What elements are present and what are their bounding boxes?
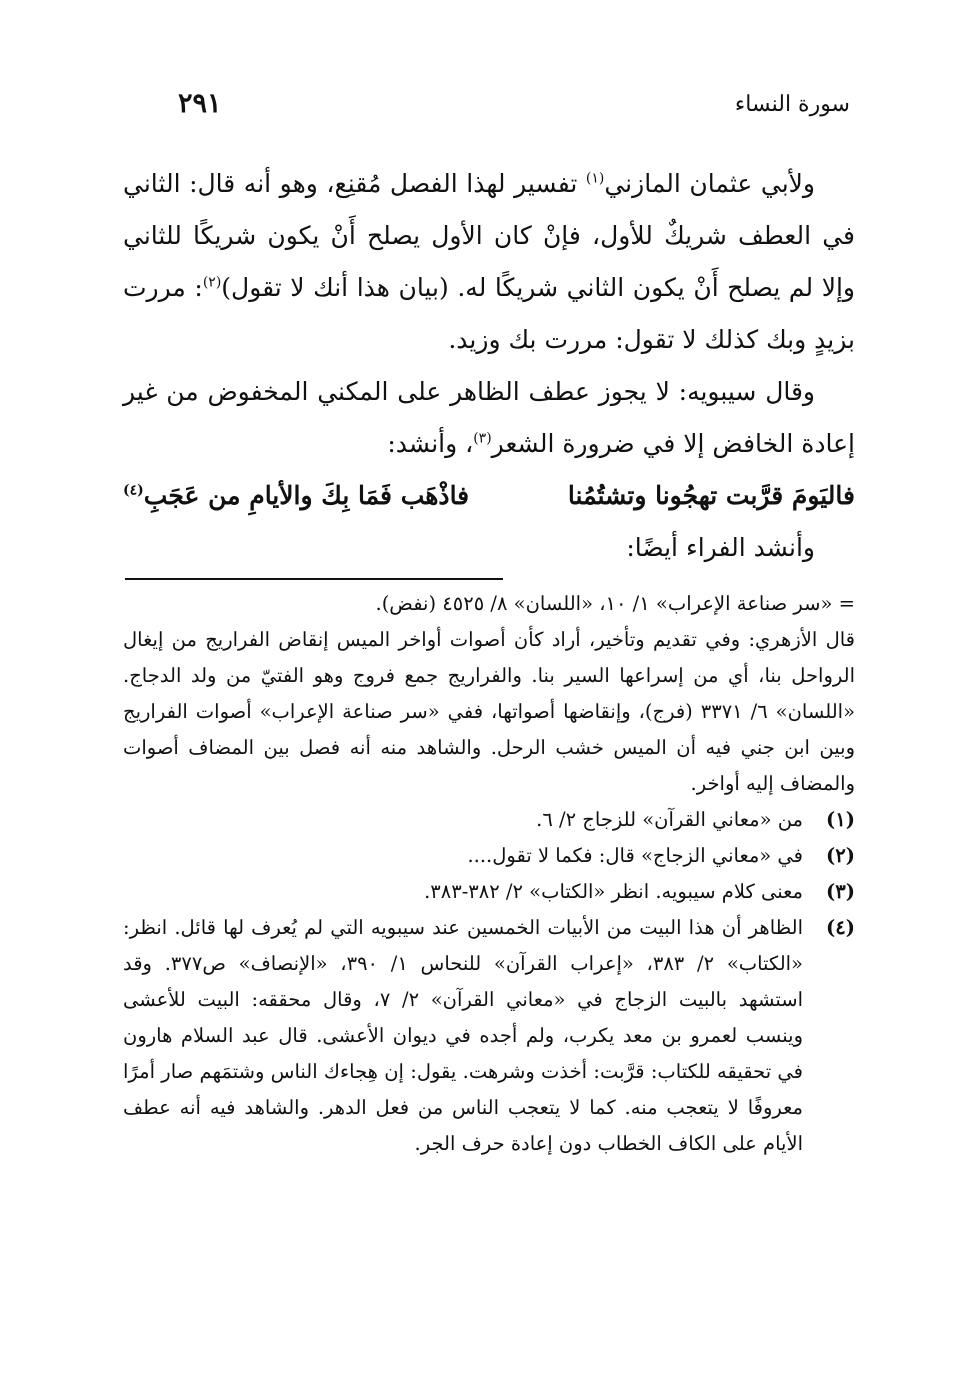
page-header bbox=[0, 88, 975, 128]
text-run: : مررت بزيدٍ وبك كذلك لا تقول: مررت بك وزيد. bbox=[123, 273, 855, 354]
main-text bbox=[123, 158, 855, 574]
page-number: ٢٩١ bbox=[178, 88, 222, 119]
footnote-number: (٣) bbox=[826, 880, 855, 903]
text-run: ، وأنشد: bbox=[387, 429, 474, 458]
footnote-text: الظاهر أن هذا البيت من الأبيات الخمسين عند سيبويه التي لم يُعرف لها قائل. انظر: «الكتاب» ٢/ ٣٨٣، «إعراب القرآن» للنحاس ١/ ٣٩٠، «الإنصاف» ص٣٧٧. وقد استشهد بالبيت الزجاج في «معاني القرآن» ٢/ ٧، وقال محققه: البيت للأعشى وينسب لعمرو بن معد يكرب، ولم أجده في ديوان الأعشى. قال عبد السلام هارون في تحقيقه للكتاب: قرَّبت: أخذت وشرهت. يقول: إن هِجاءك الناس وشتمَهم صار أمرًا معروفًا لا يتعجب منه. كما لا يتعجب الناس من فعل الدهر. والشاهد فيه أنه عطف الأيام على الكاف الخطاب دون إعادة حرف الجر. bbox=[123, 916, 803, 1155]
text-run: وقال سيبويه: لا يجوز عطف الظاهر على المكني المخفوض من غير إعادة الخافض إلا في ضرورة الشعر bbox=[123, 377, 855, 458]
footnote-text: من «معاني القرآن» للزجاج ٢/ ٦. bbox=[536, 808, 803, 831]
paragraph-sibawayh bbox=[123, 366, 855, 470]
footnote-ref-4[interactable]: (٤) bbox=[123, 482, 144, 499]
footnote-azhari: قال الأزهري: وفي تقديم وتأخير، أراد كأن أصوات أواخر الميس إنقاض الفراريج من إيغال الرواحل بنا، أي من إسراعها السير بنا. والفراريج جمع فروج وهو الفتيّ من ولد الدجاج. «اللسان» ٦/ ٣٣٧١ (فرج)، وإنقاضها أصواتها، ففي «سر صناعة الإعراب» أصوات الفراريج وبين ابن جني فيه أن الميس خشب الرحل. والشاهد منه أنه فصل بين المضاف أصوات والمضاف إليه أواخر. bbox=[123, 628, 855, 795]
footnote-2 bbox=[123, 838, 855, 874]
verse-second-hemistich-wrap bbox=[123, 470, 469, 522]
footnote-number: (١) bbox=[826, 808, 855, 831]
paragraph-farra: وأنشد الفراء أيضًا: bbox=[626, 533, 815, 562]
footnotes-section bbox=[123, 586, 855, 1162]
footnote-ref-1[interactable]: (١) bbox=[585, 170, 605, 187]
verse-second-hemistich: فاذْهَب فَمَا بِكَ والأيامِ من عَجَبِ bbox=[143, 481, 470, 510]
footnote-continuation: = «سر صناعة الإعراب» ١/ ١٠، «اللسان» ٨/ ٤٥٢٥ (نفض). bbox=[375, 592, 855, 615]
footnote-text: في «معاني الزجاج» قال: فكما لا تقول.... bbox=[467, 844, 803, 867]
verse-first-hemistich: فاليَومَ قرَّبت تهجُونا وتشتُمُنا bbox=[567, 481, 855, 510]
footnote-separator bbox=[125, 578, 503, 580]
text-run: تفسير لهذا الفصل مُقنِع، وهو أنه قال: الثاني في العطف شريكٌ للأول، فإنْ كان الأول يصلح أَنْ يكون شريكًا للثاني وإلا لم يصلح أَنْ يكون الثاني شريكًا له. (بيان هذا أنك لا تقول) bbox=[123, 169, 855, 302]
footnote-3 bbox=[123, 874, 855, 910]
footnote-number: (٤) bbox=[826, 916, 855, 939]
text-run: ولأبي عثمان المازني bbox=[604, 169, 815, 198]
surah-title: سورة النساء bbox=[734, 92, 850, 117]
footnote-text: معنى كلام سيبويه. انظر «الكتاب» ٢/ ٣٨٢-٣٨٣. bbox=[424, 880, 803, 903]
paragraph-mazini bbox=[123, 158, 855, 366]
footnote-number: (٢) bbox=[826, 844, 855, 867]
footnote-4 bbox=[123, 910, 855, 1162]
footnote-1 bbox=[123, 802, 855, 838]
footnote-ref-2[interactable]: (٢) bbox=[202, 274, 222, 291]
footnote-ref-3[interactable]: (٣) bbox=[473, 430, 492, 447]
poetry-verse bbox=[123, 470, 855, 522]
